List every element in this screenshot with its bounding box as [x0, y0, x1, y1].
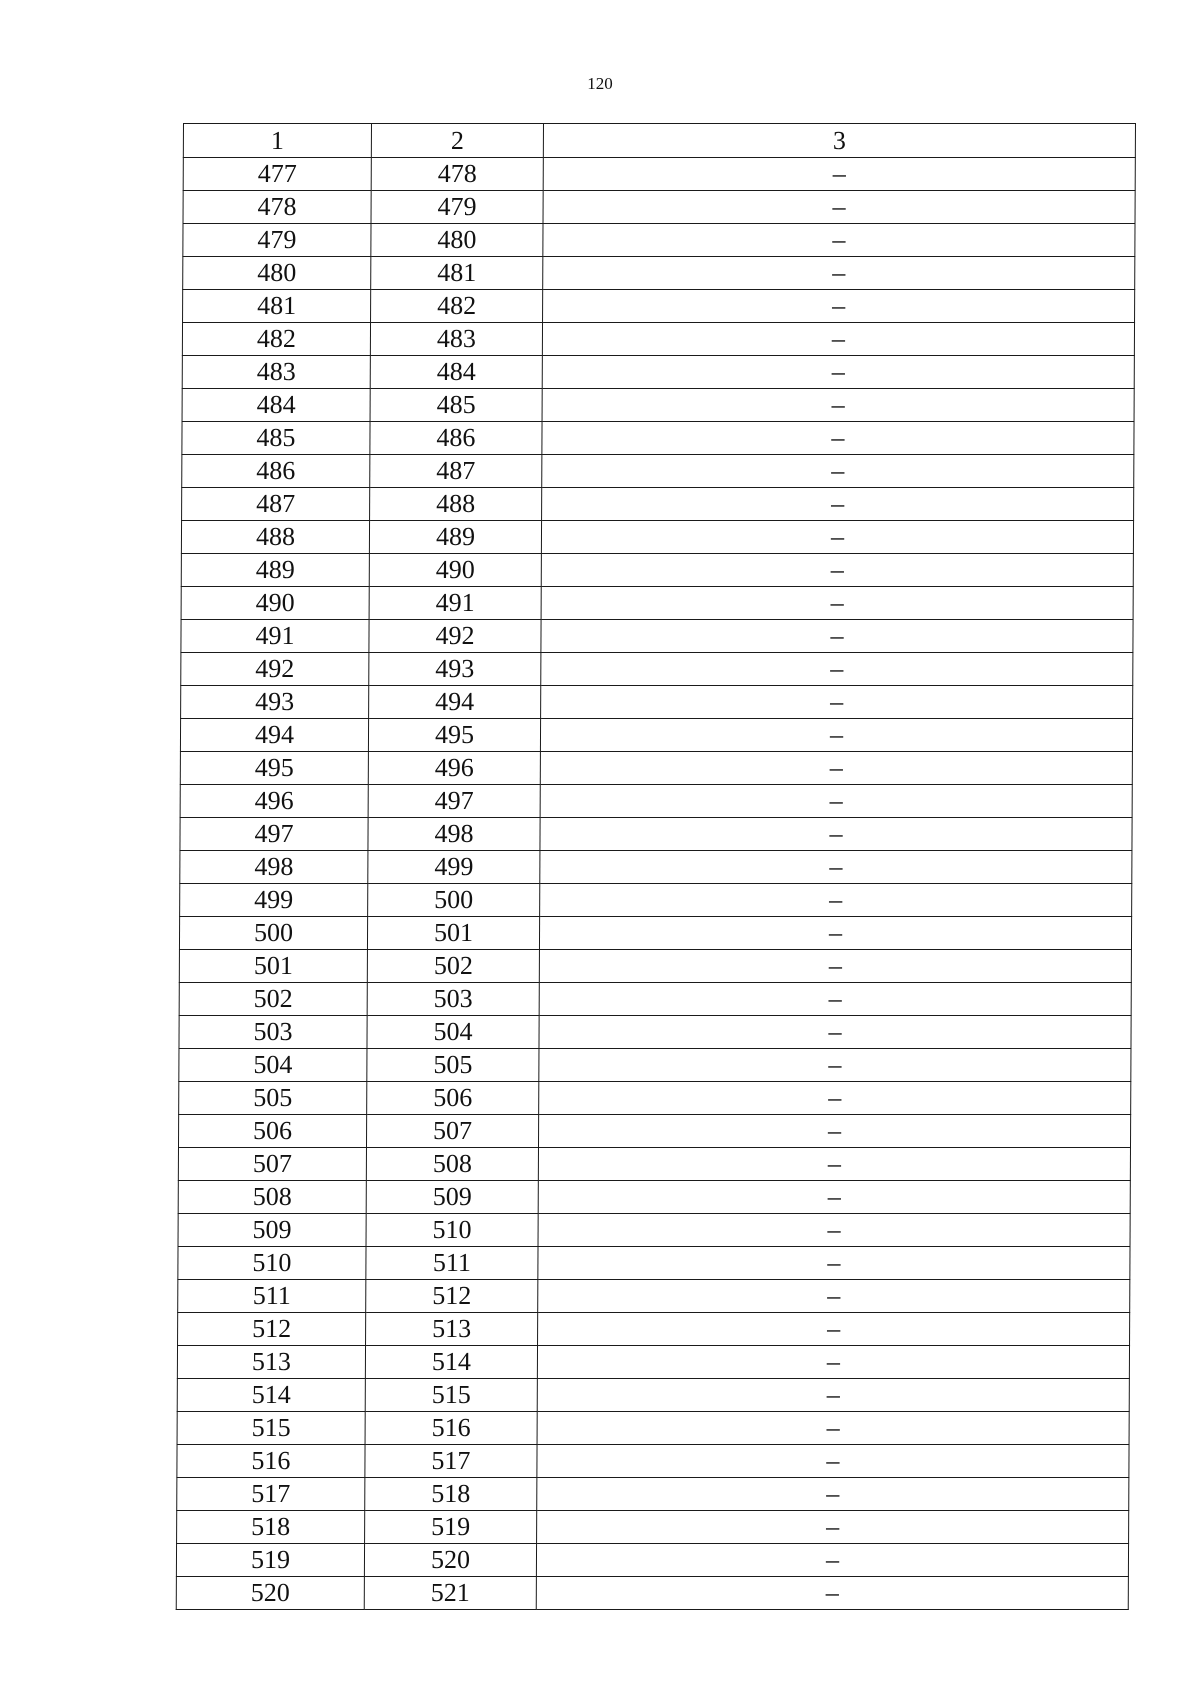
table-cell-col-3: – [537, 1412, 1129, 1445]
table-cell-col-1: 493 [181, 686, 369, 719]
table-row [182, 356, 1134, 389]
table-cell-col-2: 511 [366, 1247, 538, 1280]
table-cell-col-3: – [537, 1379, 1129, 1412]
table-cell-col-3: – [537, 1478, 1129, 1511]
table-row [180, 818, 1132, 851]
table-cell-col-1: 502 [179, 983, 367, 1016]
table-cell-col-2: 502 [367, 950, 539, 983]
table-cell-col-2: 508 [366, 1148, 538, 1181]
table-cell-col-1: 506 [178, 1115, 366, 1148]
table-row [182, 488, 1134, 521]
table-cell-col-3: – [538, 1313, 1130, 1346]
table-cell-col-1: 510 [178, 1247, 366, 1280]
table-row [180, 785, 1132, 818]
table-cell-col-3: – [541, 620, 1133, 653]
table-cell-col-2: 491 [369, 587, 541, 620]
table-row [183, 191, 1135, 224]
table-cell-col-1: 490 [181, 587, 369, 620]
table-cell-col-3: – [543, 290, 1135, 323]
table-row [178, 1280, 1130, 1313]
table-cell-col-1: 517 [177, 1478, 365, 1511]
table-cell-col-3: – [541, 554, 1133, 587]
table-cell-col-2: 514 [365, 1346, 537, 1379]
table-cell-col-1: 501 [179, 950, 367, 983]
table-cell-col-1: 494 [180, 719, 368, 752]
table-cell-col-2: 499 [368, 851, 540, 884]
column-header-2: 2 [371, 124, 543, 158]
table-cell-col-1: 481 [183, 290, 371, 323]
table-row [179, 983, 1131, 1016]
table-cell-col-3: – [543, 257, 1135, 290]
table-cell-col-1: 488 [181, 521, 369, 554]
table-cell-col-1: 491 [181, 620, 369, 653]
table-cell-col-3: – [536, 1577, 1128, 1610]
table-cell-col-1: 518 [177, 1511, 365, 1544]
table-cell-col-3: – [543, 224, 1135, 257]
table-row [182, 455, 1134, 488]
table-cell-col-2: 488 [370, 488, 542, 521]
table-row [177, 1478, 1129, 1511]
table-cell-col-2: 500 [368, 884, 540, 917]
table-cell-col-2: 503 [367, 983, 539, 1016]
table-row [179, 917, 1131, 950]
table-row [178, 1214, 1130, 1247]
table-cell-col-2: 494 [369, 686, 541, 719]
table-cell-col-3: – [539, 1082, 1131, 1115]
table-cell-col-1: 495 [180, 752, 368, 785]
table-row [178, 1313, 1130, 1346]
table-cell-col-3: – [540, 752, 1132, 785]
table-row [181, 554, 1133, 587]
table-cell-col-2: 495 [368, 719, 540, 752]
table-cell-col-2: 487 [370, 455, 542, 488]
table-cell-col-3: – [541, 686, 1133, 719]
table-cell-col-1: 484 [182, 389, 370, 422]
table-cell-col-3: – [541, 521, 1133, 554]
table-cell-col-2: 492 [369, 620, 541, 653]
table-cell-col-2: 479 [371, 191, 543, 224]
table-row [178, 1181, 1130, 1214]
table-cell-col-3: – [539, 950, 1131, 983]
table-row [176, 1544, 1128, 1577]
table-cell-col-3: – [539, 917, 1131, 950]
table-row [183, 158, 1135, 191]
table-cell-col-1: 516 [177, 1445, 365, 1478]
table-cell-col-2: 515 [365, 1379, 537, 1412]
table-cell-col-1: 498 [180, 851, 368, 884]
data-table [176, 123, 1136, 1610]
table-cell-col-1: 505 [179, 1082, 367, 1115]
table-cell-col-1: 520 [176, 1577, 364, 1610]
table-cell-col-2: 498 [368, 818, 540, 851]
table-cell-col-1: 483 [182, 356, 370, 389]
table-cell-col-2: 497 [368, 785, 540, 818]
table-body [176, 158, 1135, 1610]
column-header-1: 1 [183, 124, 371, 158]
table-cell-col-2: 506 [367, 1082, 539, 1115]
table-row [181, 686, 1133, 719]
table-cell-col-1: 512 [178, 1313, 366, 1346]
table-cell-col-3: – [540, 884, 1132, 917]
table-row [178, 1115, 1130, 1148]
table-cell-col-2: 513 [366, 1313, 538, 1346]
table-row [180, 719, 1132, 752]
table-cell-col-1: 486 [182, 455, 370, 488]
table-cell-col-2: 478 [371, 158, 543, 191]
table-cell-col-3: – [540, 785, 1132, 818]
table-cell-col-2: 518 [365, 1478, 537, 1511]
table-cell-col-1: 514 [177, 1379, 365, 1412]
table-row [178, 1148, 1130, 1181]
table-cell-col-2: 485 [370, 389, 542, 422]
table-cell-col-2: 486 [370, 422, 542, 455]
table-row [179, 1016, 1131, 1049]
table-row [182, 323, 1134, 356]
table-cell-col-1: 477 [183, 158, 371, 191]
table-cell-col-1: 485 [182, 422, 370, 455]
table-cell-col-3: – [542, 488, 1134, 521]
table-cell-col-2: 517 [365, 1445, 537, 1478]
table-cell-col-2: 496 [368, 752, 540, 785]
table-cell-col-3: – [538, 1148, 1130, 1181]
table-row [178, 1247, 1130, 1280]
table-cell-col-2: 480 [371, 224, 543, 257]
table-cell-col-1: 509 [178, 1214, 366, 1247]
table-cell-col-3: – [537, 1511, 1129, 1544]
table-cell-col-1: 487 [182, 488, 370, 521]
table-cell-col-3: – [543, 158, 1135, 191]
table-row [177, 1511, 1129, 1544]
table-cell-col-3: – [542, 356, 1134, 389]
table-cell-col-2: 482 [371, 290, 543, 323]
table-cell-col-2: 507 [366, 1115, 538, 1148]
page-number: 120 [587, 74, 613, 93]
table-cell-col-2: 493 [369, 653, 541, 686]
header-row [183, 124, 1135, 158]
table-cell-col-3: – [540, 851, 1132, 884]
table-row [181, 587, 1133, 620]
table-row [182, 422, 1134, 455]
table-cell-col-3: – [539, 1016, 1131, 1049]
table-cell-col-1: 496 [180, 785, 368, 818]
table-row [182, 389, 1134, 422]
table-cell-col-3: – [537, 1346, 1129, 1379]
table-row [183, 257, 1135, 290]
table-cell-col-1: 507 [178, 1148, 366, 1181]
table-cell-col-2: 490 [369, 554, 541, 587]
table-cell-col-3: – [542, 422, 1134, 455]
table-row [177, 1346, 1129, 1379]
table-row [181, 620, 1133, 653]
table-row [180, 884, 1132, 917]
table-cell-col-1: 503 [179, 1016, 367, 1049]
table-cell-col-3: – [542, 323, 1134, 356]
table-cell-col-2: 521 [364, 1577, 536, 1610]
table-row [180, 752, 1132, 785]
table-cell-col-1: 504 [179, 1049, 367, 1082]
table-cell-col-2: 505 [367, 1049, 539, 1082]
table-cell-col-3: – [538, 1214, 1130, 1247]
table-cell-col-2: 489 [369, 521, 541, 554]
table-row [177, 1379, 1129, 1412]
table-row [179, 950, 1131, 983]
table-cell-col-2: 483 [370, 323, 542, 356]
table-cell-col-3: – [543, 191, 1135, 224]
table-row [181, 521, 1133, 554]
table-cell-col-1: 482 [182, 323, 370, 356]
table-cell-col-1: 478 [183, 191, 371, 224]
table-cell-col-1: 500 [179, 917, 367, 950]
table-row [180, 851, 1132, 884]
table-row [183, 224, 1135, 257]
table-row [177, 1412, 1129, 1445]
table-cell-col-2: 519 [365, 1511, 537, 1544]
table-cell-col-2: 512 [366, 1280, 538, 1313]
table-cell-col-3: – [538, 1247, 1130, 1280]
table-cell-col-1: 511 [178, 1280, 366, 1313]
column-header-3: 3 [543, 124, 1135, 158]
table-cell-col-1: 499 [180, 884, 368, 917]
table-cell-col-1: 492 [181, 653, 369, 686]
table-cell-col-2: 510 [366, 1214, 538, 1247]
table-row [177, 1445, 1129, 1478]
table-cell-col-1: 508 [178, 1181, 366, 1214]
table-cell-col-2: 516 [365, 1412, 537, 1445]
table-cell-col-2: 509 [366, 1181, 538, 1214]
table-row [179, 1082, 1131, 1115]
table-cell-col-3: – [537, 1445, 1129, 1478]
table-cell-col-1: 513 [177, 1346, 365, 1379]
table-cell-col-2: 504 [367, 1016, 539, 1049]
table-cell-col-1: 480 [183, 257, 371, 290]
table-row [179, 1049, 1131, 1082]
table-cell-col-3: – [539, 1049, 1131, 1082]
table-cell-col-1: 497 [180, 818, 368, 851]
table-cell-col-3: – [541, 653, 1133, 686]
table-cell-col-1: 489 [181, 554, 369, 587]
table-cell-col-3: – [542, 389, 1134, 422]
table-row [181, 653, 1133, 686]
table-row [176, 1577, 1128, 1610]
table-cell-col-3: – [539, 983, 1131, 1016]
table-cell-col-2: 484 [370, 356, 542, 389]
table-cell-col-3: – [538, 1115, 1130, 1148]
table-cell-col-3: – [536, 1544, 1128, 1577]
table-cell-col-1: 515 [177, 1412, 365, 1445]
table-row [183, 290, 1135, 323]
table-cell-col-1: 519 [176, 1544, 364, 1577]
table-header [183, 124, 1135, 158]
table-cell-col-3: – [538, 1181, 1130, 1214]
table-cell-col-3: – [541, 587, 1133, 620]
table-cell-col-3: – [540, 719, 1132, 752]
table-cell-col-2: 501 [367, 917, 539, 950]
table-cell-col-3: – [540, 818, 1132, 851]
table-cell-col-3: – [542, 455, 1134, 488]
table-cell-col-3: – [538, 1280, 1130, 1313]
table-cell-col-1: 479 [183, 224, 371, 257]
table-cell-col-2: 481 [371, 257, 543, 290]
table-cell-col-2: 520 [364, 1544, 536, 1577]
